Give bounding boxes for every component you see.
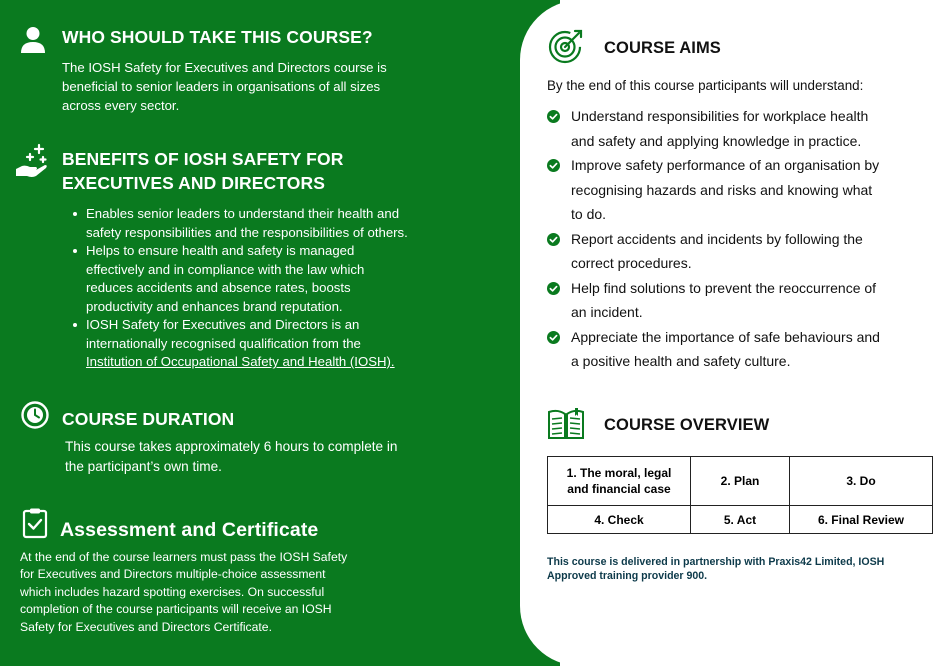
table-cell: 1. The moral, legal and financial case [548,457,691,506]
who-text: The IOSH Safety for Executives and Directors course is beneficial to senior leaders in organisations of all sizes across every sector. [62,60,387,113]
check-circle-icon [547,110,560,123]
table-cell: 3. Do [790,457,933,506]
list-item: Enables senior leaders to understand their health and safety responsibilities and the responsibilities of others. [72,205,408,242]
table-row [548,506,933,534]
course-overview-table [547,456,933,534]
aims-intro: By the end of this course participants will understand: [547,78,864,93]
duration-title: COURSE DURATION [62,409,235,429]
check-circle-icon [547,159,560,172]
duration-text: This course takes approximately 6 hours to complete in the participant’s own time. [65,439,398,474]
list-item: IOSH Safety for Executives and Directors is an internationally recognised qualification from the Institution of Occupational Safety and Health (IOSH). [72,316,408,372]
clock-icon [20,400,50,430]
overview-title: COURSE OVERVIEW [604,416,770,434]
list-item: Improve safety performance of an organisation by recognising hazards and risks and knowing what to do. [547,153,932,227]
target-icon [547,27,585,65]
clipboard-check-icon [22,507,48,539]
person-icon [20,26,46,54]
table-cell: 6. Final Review [790,506,933,534]
list-item: Appreciate the importance of safe behaviours and a positive health and safety culture. [547,325,932,374]
who-title: WHO SHOULD TAKE THIS COURSE? [62,27,373,47]
list-item: Help find solutions to prevent the reoccurrence of an incident. [547,276,932,325]
benefits-title: BENEFITS OF IOSH SAFETY FOR EXECUTIVES AND DIRECTORS [62,149,344,193]
partnership-note: This course is delivered in partnership with Praxis42 Limited, IOSH Approved training provider 900. [547,556,885,582]
table-cell: 5. Act [691,506,790,534]
table-cell: 2. Plan [691,457,790,506]
check-circle-icon [547,331,560,344]
aims-list [547,104,932,374]
check-circle-icon [547,282,560,295]
table-row [548,457,933,506]
iosh-link[interactable]: Institution of Occupational Safety and Health (IOSH). [86,354,395,369]
check-circle-icon [547,233,560,246]
list-item: Helps to ensure health and safety is managed effectively and in compliance with the law which reduces accidents and absence rates, boosts productivity and enhances brand reputation. [72,242,408,316]
aims-title: COURSE AIMS [604,39,721,57]
list-item: Report accidents and incidents by following the correct procedures. [547,227,932,276]
book-icon [546,406,586,442]
list-item: Understand responsibilities for workplace health and safety and applying knowledge in practice. [547,104,932,153]
assessment-title: Assessment and Certificate [60,519,319,541]
assessment-text: At the end of the course learners must pass the IOSH Safety for Executives and Directors multiple-choice assessment which includes hazard spotting exercises. On successful completion of the course participants will receive an IOSH Safety for Executives and Directors Certificate. [20,550,348,634]
hand-sparkle-icon [14,143,50,179]
table-cell: 4. Check [548,506,691,534]
benefits-list [72,205,408,372]
